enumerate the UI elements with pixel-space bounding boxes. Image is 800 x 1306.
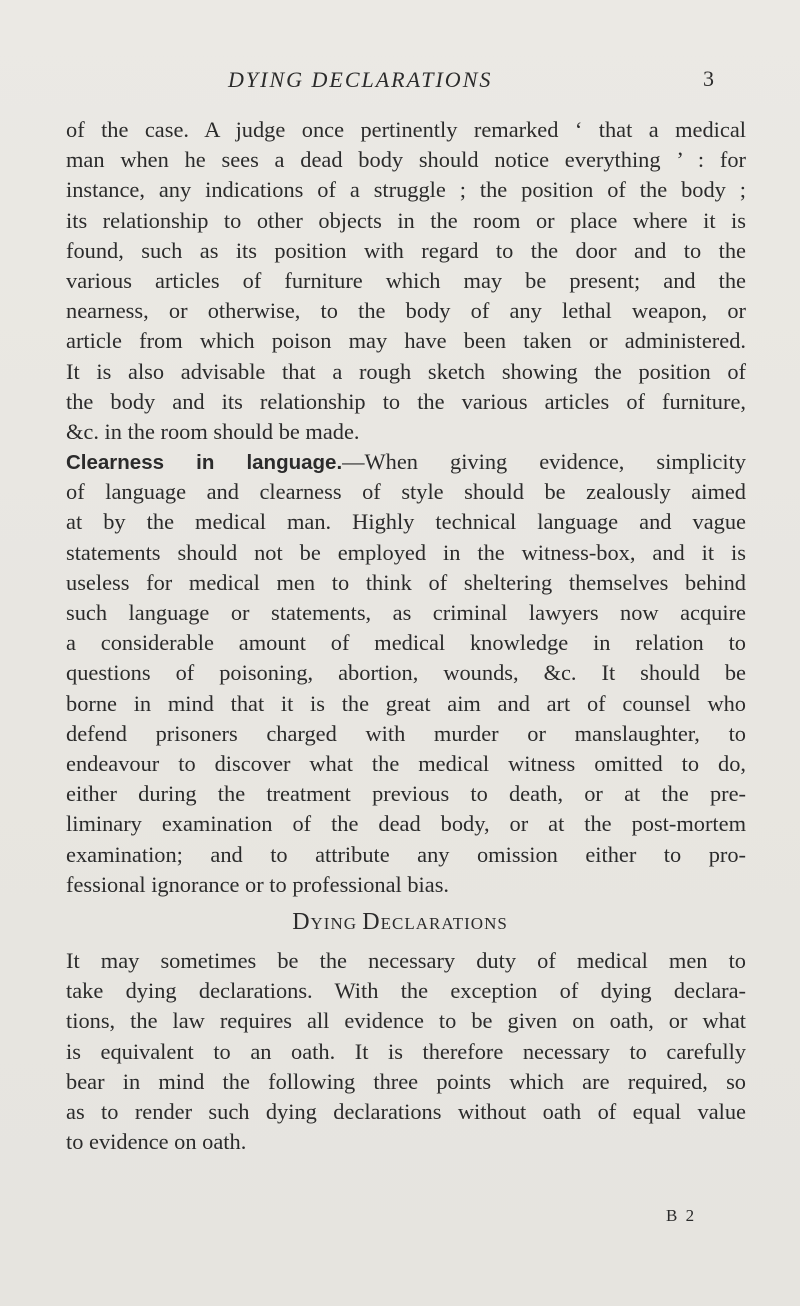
text-line: questions of poisoning, abortion, wounds, &c. It should be: [66, 660, 746, 686]
body-text-dying-declarations: [66, 946, 746, 1157]
text-line: bear in mind the following three points which are required, so: [66, 1068, 746, 1094]
text-line: its relationship to other objects in the room or place where it is: [66, 207, 746, 233]
body-text: [66, 115, 746, 900]
text-line: &c. in the room should be made.: [66, 418, 360, 444]
text-line: examination; and to attribute any omission either to pro-: [66, 841, 746, 867]
text-line: fessional ignorance or to professional bias.: [66, 871, 450, 897]
text-line: such language or statements, as criminal lawyers now acquire: [66, 600, 746, 625]
text-line: to evidence on oath.: [66, 1129, 247, 1155]
running-title: DYING DECLARATIONS: [228, 67, 493, 92]
text-line: found, such as its position with regard to the door and to the: [66, 237, 746, 263]
text-line: It may sometimes be the necessary duty of medical men to: [66, 948, 746, 973]
section-heading: DYING DECLARATIONS: [292, 909, 508, 935]
signature-mark: B 2: [666, 1206, 697, 1225]
text-line: a considerable amount of medical knowledge in relation to: [66, 630, 746, 656]
text-line: man when he sees a dead body should notice everything ’ : for: [66, 147, 746, 173]
text-line: various articles of furniture which may be present; and the: [66, 267, 746, 293]
running-head: [0, 67, 800, 97]
text-line: at by the medical man. Highly technical language and vague: [66, 509, 746, 535]
text-line: tions, the law requires all evidence to be given on oath, or what: [66, 1008, 746, 1034]
text-line: nearness, or otherwise, to the body of any lethal weapon, or: [66, 298, 746, 324]
text-line: endeavour to discover what the medical witness omitted to do,: [66, 750, 746, 776]
text-line: article from which poison may have been taken or administered.: [66, 328, 746, 354]
clearness-first-line-rest: —When giving evidence, simplicity: [342, 449, 746, 475]
text-line: defend prisoners charged with murder or manslaughter, to: [66, 720, 746, 746]
text-line: the body and its relationship to the various articles of furniture,: [66, 388, 746, 414]
text-line: useless for medical men to think of sheltering themselves behind: [66, 569, 746, 595]
text-line: of the case. A judge once pertinently remarked ‘ that a medical: [66, 117, 746, 142]
text-line: liminary examination of the dead body, or at the post-mortem: [66, 811, 746, 837]
text-line: is equivalent to an oath. It is therefore necessary to carefully: [66, 1038, 746, 1064]
text-line: statements should not be employed in the witness-box, and it is: [66, 539, 746, 565]
text-line: It is also advisable that a rough sketch showing the position of: [66, 358, 746, 384]
text-line: of language and clearness of style should be zealously aimed: [66, 479, 746, 505]
text-line: either during the treatment previous to death, or at the pre-: [66, 781, 746, 807]
text-line: as to render such dying declarations without oath of equal value: [66, 1098, 746, 1124]
text-line: borne in mind that it is the great aim and art of counsel who: [66, 690, 746, 716]
clearness-first-line: [66, 447, 746, 477]
text-line: take dying declarations. With the exception of dying declara-: [66, 978, 746, 1004]
text-line: instance, any indications of a struggle ; the position of the body ;: [66, 177, 746, 203]
clearness-heading: Clearness in language.: [66, 451, 343, 475]
page-number: 3: [703, 66, 714, 91]
